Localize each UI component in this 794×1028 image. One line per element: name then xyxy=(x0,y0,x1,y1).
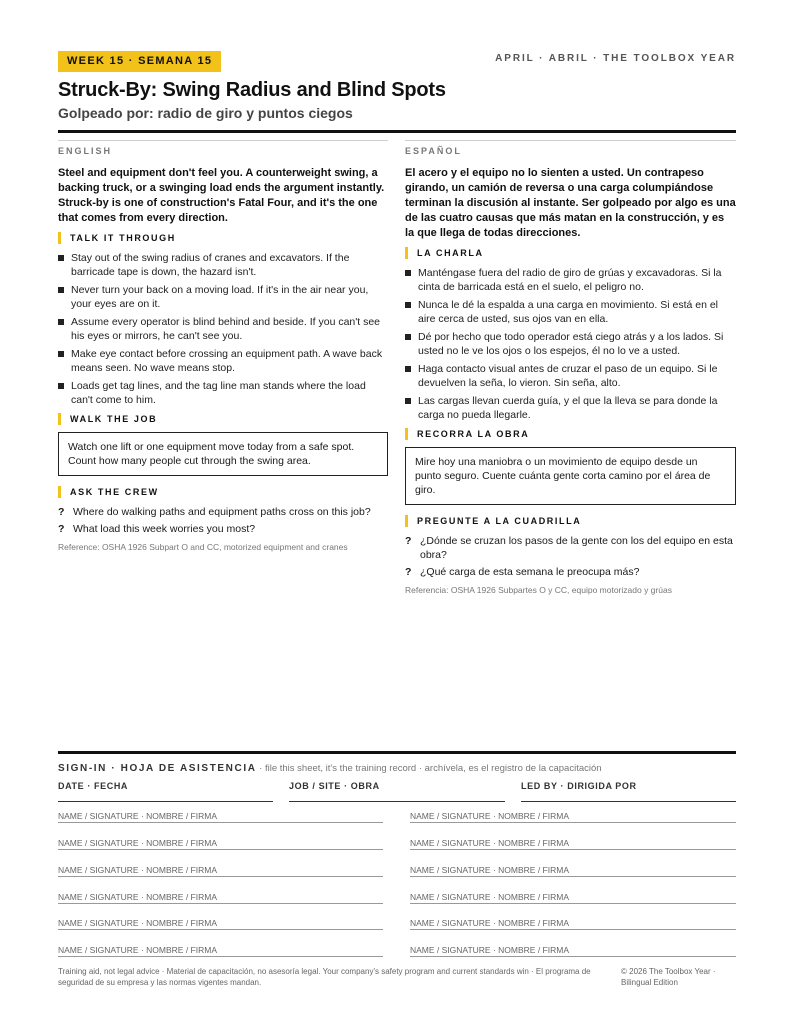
date-field-label: DATE · FECHA xyxy=(58,781,129,791)
footer-copyright: © 2026 The Toolbox Year · Bilingual Edition xyxy=(621,967,716,987)
english-column xyxy=(58,166,388,552)
question-text: ¿Qué carga de esta semana le preocupa más? xyxy=(420,566,640,578)
english-column-rule xyxy=(58,140,388,141)
signature-line[interactable] xyxy=(410,822,736,823)
spanish-bullet-list xyxy=(405,266,736,422)
english-ask-heading: ASK THE CREW xyxy=(58,486,388,498)
question-text: What load this week worries you most? xyxy=(73,523,256,535)
english-reference: Reference: OSHA 1926 Subpart O and CC, motorized equipment and cranes xyxy=(58,542,348,552)
signature-line[interactable] xyxy=(58,822,383,823)
list-item: Haga contacto visual antes de cruzar el paso de un equipo. Si le devuelven la seña, lo vieron. Sin seña, alto. xyxy=(405,362,736,390)
signin-rule xyxy=(58,751,736,754)
signature-label: NAME / SIGNATURE · NOMBRE / FIRMA xyxy=(58,811,217,821)
signature-label: NAME / SIGNATURE · NOMBRE / FIRMA xyxy=(58,865,217,875)
spanish-talk-heading: LA CHARLA xyxy=(405,247,736,259)
spanish-intro: El acero y el equipo no lo sienten a usted. Un contrapeso girando, un camión de reversa o una carga columpiándose terminan la discusión al instante. Ser golpeado por algo es una de las cuatro causas que más matan en la construcción, y es la que llega de todas direcciones. xyxy=(405,167,736,239)
signature-label: NAME / SIGNATURE · NOMBRE / FIRMA xyxy=(410,838,569,848)
list-item: Manténgase fuera del radio de giro de grúas y excavadoras. Si la cinta de barricada está en el suelo, el peligro no. xyxy=(405,266,736,294)
list-item: Assume every operator is blind behind and beside. If you can't see his eyes or mirrors, he can't see you. xyxy=(58,315,388,343)
week-badge: WEEK 15 · SEMANA 15 xyxy=(58,51,221,72)
english-talk-heading: TALK IT THROUGH xyxy=(58,232,388,244)
list-item: Never turn your back on a moving load. If it's in the air near you, your eyes are on it. xyxy=(58,283,388,311)
signature-line[interactable] xyxy=(58,929,383,930)
job-field-label: JOB / SITE · OBRA xyxy=(289,781,380,791)
list-item: Las cargas llevan cuerda guía, y el que la lleva se para donde la carga no pueda llegarle. xyxy=(405,394,736,422)
english-heading: ENGLISH xyxy=(58,146,113,156)
page-subtitle: Golpeado por: radio de giro y puntos ciegos xyxy=(58,105,353,121)
spanish-ask-heading: PREGUNTE A LA CUADRILLA xyxy=(405,515,736,527)
page-title: Struck-By: Swing Radius and Blind Spots xyxy=(58,79,446,101)
signature-line[interactable] xyxy=(410,956,736,957)
english-walk-heading: WALK THE JOB xyxy=(58,413,388,425)
question-mark-icon: ? xyxy=(58,523,65,535)
question-item xyxy=(58,505,388,519)
list-item: Dé por hecho que todo operador está ciego atrás y a los lados. Si usted no le ve los ojos o los espejos, él no lo ve a usted. xyxy=(405,330,736,358)
spanish-heading: ESPAÑOL xyxy=(405,146,462,156)
date-field-line[interactable] xyxy=(58,801,273,802)
signin-heading: SIGN-IN · HOJA DE ASISTENCIA xyxy=(58,763,257,774)
question-item xyxy=(405,565,736,579)
english-intro: Steel and equipment don't feel you. A counterweight swing, a backing truck, or a swinging load ends the argument instantly. Struck-by is one of construction's Fatal Four, and it's the one that comes from every direction. xyxy=(58,167,385,224)
question-mark-icon: ? xyxy=(405,566,412,578)
list-item: Nunca le dé la espalda a una carga en movimiento. Si está en el aire cerca de usted, sus ojos van en ella. xyxy=(405,298,736,326)
signature-label: NAME / SIGNATURE · NOMBRE / FIRMA xyxy=(58,838,217,848)
signin-title xyxy=(58,763,602,774)
signature-label: NAME / SIGNATURE · NOMBRE / FIRMA xyxy=(58,892,217,902)
signin-note: · file this sheet, it's the training record · archívela, es el registro de la capacitación xyxy=(256,763,602,774)
signature-line[interactable] xyxy=(410,876,736,877)
signature-line[interactable] xyxy=(58,956,383,957)
signature-line[interactable] xyxy=(410,903,736,904)
signature-label: NAME / SIGNATURE · NOMBRE / FIRMA xyxy=(410,865,569,875)
question-item xyxy=(58,522,388,536)
month-label: APRIL · ABRIL · THE TOOLBOX YEAR xyxy=(495,53,736,64)
english-question-list xyxy=(58,505,388,536)
question-text: Where do walking paths and equipment paths cross on this job? xyxy=(73,506,371,518)
led-by-field-label: LED BY · DIRIGIDA POR xyxy=(521,781,637,791)
signature-label: NAME / SIGNATURE · NOMBRE / FIRMA xyxy=(410,945,569,955)
signature-line[interactable] xyxy=(58,876,383,877)
question-text: ¿Dónde se cruzan los pasos de la gente con los del equipo en esta obra? xyxy=(420,535,733,561)
question-item xyxy=(405,534,736,562)
footer-disclaimer: Training aid, not legal advice · Material de capacitación, no asesoría legal. Your company's safety program and current standards win · El programa de seguridad de su empresa y las normas vigentes mandan. xyxy=(58,967,591,987)
signature-label: NAME / SIGNATURE · NOMBRE / FIRMA xyxy=(410,811,569,821)
english-walk-box: Watch one lift or one equipment move today from a safe spot. Count how many people cut through the swing area. xyxy=(58,432,388,476)
question-mark-icon: ? xyxy=(58,506,65,518)
english-bullet-list xyxy=(58,251,388,407)
spanish-column-rule xyxy=(405,140,736,141)
spanish-column xyxy=(405,166,736,595)
list-item: Stay out of the swing radius of cranes and excavators. If the barricade tape is down, the hazard isn't. xyxy=(58,251,388,279)
spanish-reference: Referencia: OSHA 1926 Subpartes O y CC, equipo motorizado y grúas xyxy=(405,585,672,595)
spanish-question-list xyxy=(405,534,736,579)
led-by-field-line[interactable] xyxy=(521,801,736,802)
signature-line[interactable] xyxy=(410,849,736,850)
signature-line[interactable] xyxy=(58,903,383,904)
signature-label: NAME / SIGNATURE · NOMBRE / FIRMA xyxy=(410,918,569,928)
signature-label: NAME / SIGNATURE · NOMBRE / FIRMA xyxy=(410,892,569,902)
question-mark-icon: ? xyxy=(405,535,412,547)
signature-line[interactable] xyxy=(410,929,736,930)
top-rule xyxy=(58,130,736,133)
job-field-line[interactable] xyxy=(289,801,505,802)
spanish-walk-box: Mire hoy una maniobra o un movimiento de equipo desde un punto seguro. Cuente cuánta gente corta camino por el área de giro. xyxy=(405,447,736,505)
list-item: Loads get tag lines, and the tag line man stands where the load can't come to him. xyxy=(58,379,388,407)
signature-label: NAME / SIGNATURE · NOMBRE / FIRMA xyxy=(58,918,217,928)
signature-line[interactable] xyxy=(58,849,383,850)
spanish-walk-heading: RECORRA LA OBRA xyxy=(405,428,736,440)
signature-label: NAME / SIGNATURE · NOMBRE / FIRMA xyxy=(58,945,217,955)
list-item: Make eye contact before crossing an equipment path. A wave back means seen. No wave means stop. xyxy=(58,347,388,375)
